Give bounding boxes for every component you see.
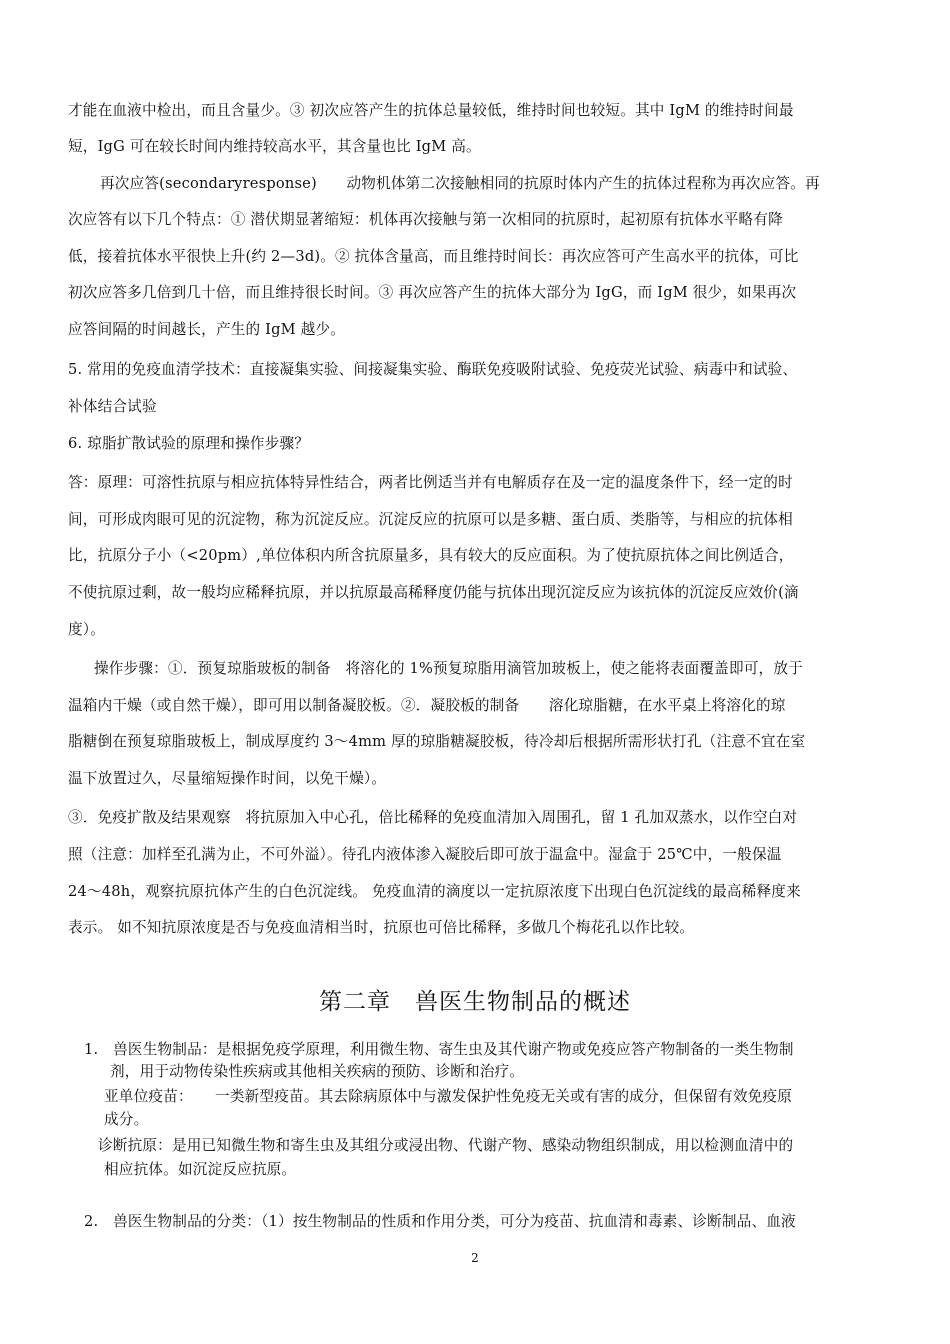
body-line: 比，抗原分子小（<20pm）,单位体积内所含抗原量多，具有较大的反应面积。为了使抗原抗体之间比例适合， xyxy=(68,547,794,564)
body-line: 温下放置过久，尽量缩短操作时间，以免干燥）。 xyxy=(68,770,387,787)
body-line: 间，可形成肉眼可见的沉淀物，称为沉淀反应。沉淀反应的抗原可以是多糖、蛋白质、类脂等，与相应的抗体相 xyxy=(68,511,793,528)
body-line: 6. 琼脂扩散试验的原理和操作步骤？ xyxy=(68,435,310,452)
body-line: 短，IgG 可在较长时间内维持较高水平，其含量也比 IgM 高。 xyxy=(68,138,481,155)
chapter-title: 第二章 兽医生物制品的概述 xyxy=(319,989,631,1015)
body-line: 次应答有以下几个特点：① 潜伏期显著缩短：机体再次接触与第一次相同的抗原时，起初原有抗体水平略有降 xyxy=(68,211,783,228)
list-item: 相应抗体。如沉淀反应抗原。 xyxy=(104,1161,297,1178)
body-line: 操作步骤：①．预复琼脂玻板的制备 将溶化的 1%预复琼脂用滴管加玻板上，使之能将表面覆盖即可，放于 xyxy=(94,660,803,677)
body-line: 24～48h，观察抗原抗体产生的白色沉淀线。 免疫血清的滴度以一定抗原浓度下出现白色沉淀线的最高稀释度来 xyxy=(68,883,801,900)
body-line: 补体结合试验 xyxy=(68,398,157,415)
body-line: 答：原理：可溶性抗原与相应抗体特异性结合，两者比例适当并有电解质存在及一定的温度条件下，经一定的时 xyxy=(68,474,793,491)
list-item: 2. 兽医生物制品的分类：（1）按生物制品的性质和作用分类，可分为疫苗、抗血清和毒素、诊断制品、血液 xyxy=(84,1213,796,1230)
list-item: 剂，用于动物传染性疾病或其他相关疾病的预防、诊断和治疗。 xyxy=(110,1063,525,1080)
body-line: 才能在血液中检出，而且含量少。③ 初次应答产生的抗体总量较低，维持时间也较短。其中 IgM 的维持时间最 xyxy=(68,102,794,119)
body-line: 不使抗原过剩，故一般均应稀释抗原，并以抗原最高稀释度仍能与抗体出现沉淀反应为该抗体的沉淀反应效价(滴 xyxy=(68,584,799,601)
body-line: 初次应答多几倍到几十倍，而且维持很长时间。③ 再次应答产生的抗体大部分为 IgG，而 IgM 很少，如果再次 xyxy=(68,284,797,301)
body-line: 5. 常用的免疫血清学技术：直接凝集实验、间接凝集实验、酶联免疫吸附试验、免疫荧光试验、病毒中和试验、 xyxy=(68,361,798,378)
body-line: 度）。 xyxy=(68,621,106,638)
body-line: 低，接着抗体水平很快上升(约 2—3d)。② 抗体含量高，而且维持时间长：再次应答可产生高水平的抗体，可比 xyxy=(68,248,799,265)
body-line: ③．免疫扩散及结果观察 将抗原加入中心孔，倍比稀释的免疫血清加入周围孔，留 1 孔加双蒸水，以作空白对 xyxy=(68,809,798,826)
list-item: 亚单位疫苗： 一类新型疫苗。其去除病原体中与激发保护性免疫无关或有害的成分，但保留有效免疫原 xyxy=(104,1088,793,1105)
page-number: 2 xyxy=(471,1251,479,1265)
body-line: 脂糖倒在预复琼脂玻板上，制成厚度约 3～4mm 厚的琼脂糖凝胶板，待冷却后根据所需形状打孔（注意不宜在室 xyxy=(68,733,806,750)
body-line: 应答间隔的时间越长，产生的 IgM 越少。 xyxy=(68,321,346,338)
body-line: 表示。 如不知抗原浓度是否与免疫血清相当时，抗原也可倍比稀释，多做几个梅花孔以作比较。 xyxy=(68,919,695,936)
body-line: 温箱内干燥（或自然干燥），即可用以制备凝胶板。②．凝胶板的制备 溶化琼脂糖，在水平桌上将溶化的琼 xyxy=(68,697,786,714)
list-item: 成分。 xyxy=(104,1111,149,1128)
body-line: 再次应答(secondaryresponse) 动物机体第二次接触相同的抗原时体内产生的抗体过程称为再次应答。再 xyxy=(100,175,820,192)
body-line: 照（注意：加样至孔满为止，不可外溢）。待孔内液体渗入凝胶后即可放于温盒中。湿盒于 25℃中，一般保温 xyxy=(68,846,782,863)
list-item: 1. 兽医生物制品：是根据免疫学原理，利用微生物、寄生虫及其代谢产物或免疫应答产物制备的一类生物制 xyxy=(84,1041,794,1058)
list-item: 诊断抗原：是用已知微生物和寄生虫及其组分或浸出物、代谢产物、感染动物组织制成，用以检测血清中的 xyxy=(98,1137,794,1154)
